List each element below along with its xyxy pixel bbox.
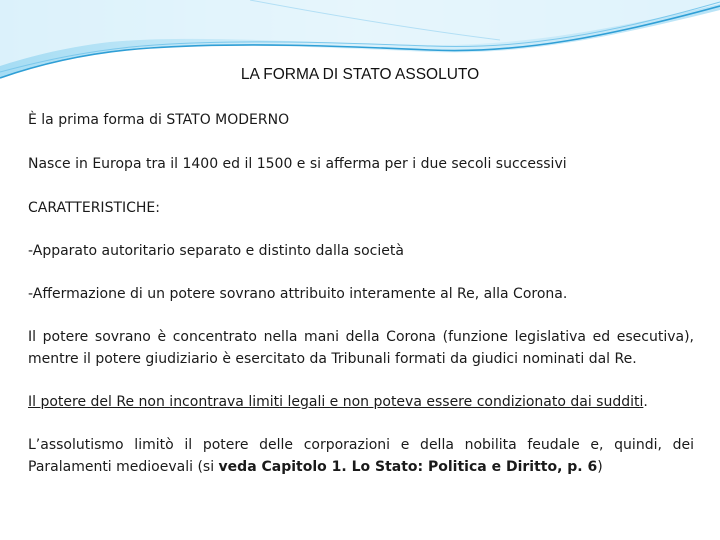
paragraph-absolutism <box>28 434 694 478</box>
paragraph-feature-1: -Apparato autoritario separato e distinto dalla società <box>28 243 404 259</box>
absolutism-end: ) <box>597 459 603 475</box>
absolutism-text: L’assolutismo limitò il potere delle corporazioni e della nobilita feudale e, quindi, dei Paralamenti medioevali (si <box>28 437 694 475</box>
intro-highlight: STATO MODERNO <box>166 112 290 128</box>
paragraph-intro <box>28 109 694 131</box>
paragraph-sovereign-power: Il potere sovrano è concentrato nella mani della Corona (funzione legislativa ed esecutiva), mentre il potere giudiziario è esercitato da Tribunali formati da giudici nominati dal Re. <box>28 329 694 367</box>
paragraph-origin: Nasce in Europa tra il 1400 ed il 1500 e si afferma per i due secoli successivi <box>28 156 567 172</box>
king-limits-underlined: Il potere del Re non incontrava limiti legali e non poteva essere condizionato dai sudditi <box>28 394 644 410</box>
absolutism-reference: veda Capitolo 1. Lo Stato: Politica e Diritto, p. 6 <box>218 459 598 475</box>
king-limits-end: . <box>643 394 648 410</box>
paragraph-characteristics-heading: CARATTERISTICHE: <box>28 200 160 216</box>
intro-text: È la prima forma di <box>28 112 167 128</box>
slide-title: LA FORMA DI STATO ASSOLUTO <box>240 66 480 83</box>
paragraph-king-limits <box>28 391 694 413</box>
paragraph-feature-2: -Affermazione di un potere sovrano attribuito interamente al Re, alla Corona. <box>28 286 568 302</box>
